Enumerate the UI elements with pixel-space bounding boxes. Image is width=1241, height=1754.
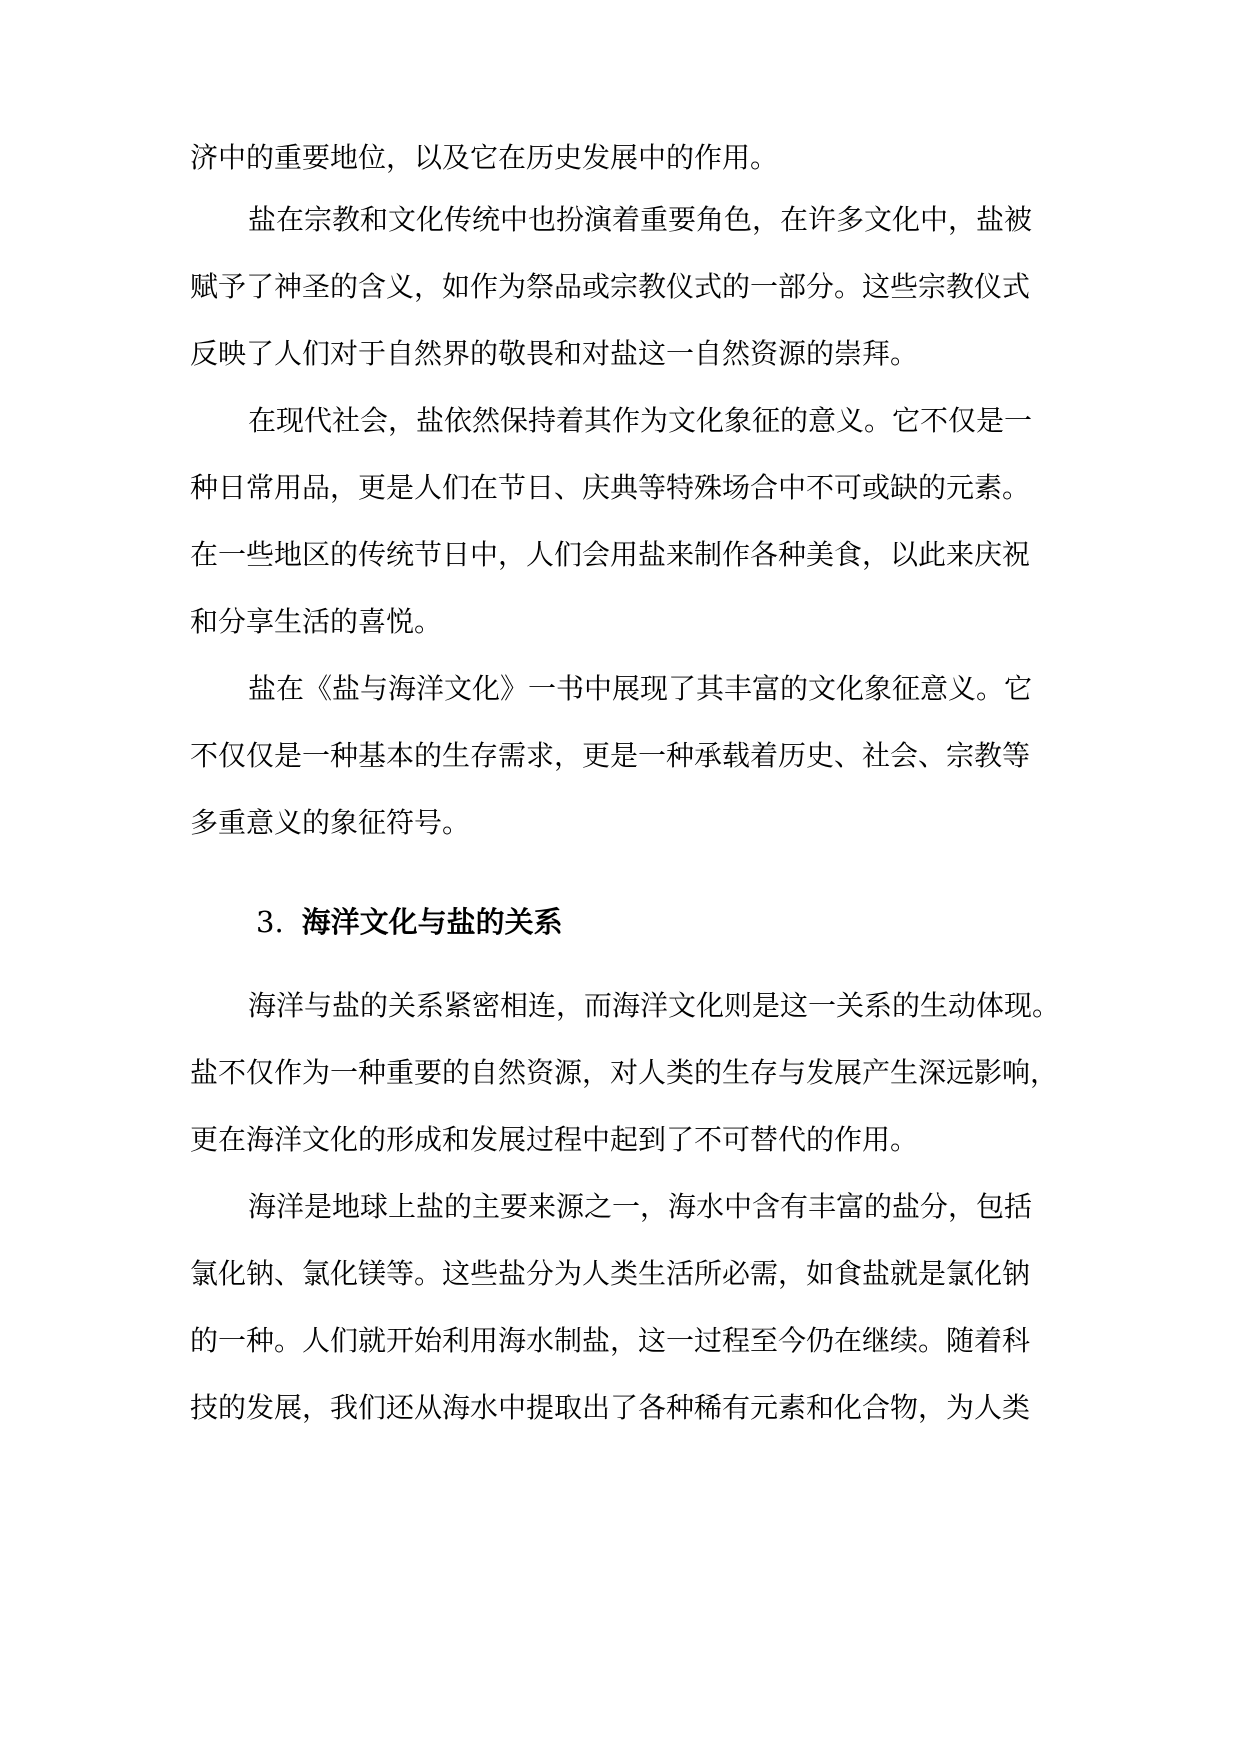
paragraph-line: 济中的重要地位，以及它在历史发展中的作用。 [190, 141, 779, 174]
paragraph-line: 海洋是地球上盐的主要来源之一，海水中含有丰富的盐分，包括 [248, 1190, 1033, 1223]
paragraph-line: 不仅仅是一种基本的生存需求，更是一种承载着历史、社会、宗教等 [190, 739, 1031, 772]
paragraph-line: 盐不仅作为一种重要的自然资源，对人类的生存与发展产生深远影响， [190, 1056, 1059, 1089]
paragraph-line: 技的发展，我们还从海水中提取出了各种稀有元素和化合物，为人类 [190, 1391, 1031, 1424]
paragraph-line: 的一种。人们就开始利用海水制盐，这一过程至今仍在继续。随着科 [190, 1324, 1031, 1357]
section-heading [256, 900, 563, 944]
paragraph-line: 种日常用品，更是人们在节日、庆典等特殊场合中不可或缺的元素。 [190, 471, 1031, 504]
paragraph-line: 和分享生活的喜悦。 [190, 605, 443, 638]
paragraph-line: 多重意义的象征符号。 [190, 806, 471, 839]
paragraph-line: 赋予了神圣的含义，如作为祭品或宗教仪式的一部分。这些宗教仪式 [190, 270, 1031, 303]
paragraph-line: 盐在宗教和文化传统中也扮演着重要角色，在许多文化中，盐被 [248, 203, 1033, 236]
paragraph-line: 氯化钠、氯化镁等。这些盐分为人类生活所必需，如食盐就是氯化钠 [190, 1257, 1031, 1290]
paragraph-line: 在一些地区的传统节日中，人们会用盐来制作各种美食，以此来庆祝 [190, 538, 1031, 571]
paragraph-line: 更在海洋文化的形成和发展过程中起到了不可替代的作用。 [190, 1123, 919, 1156]
section-title: 海洋文化与盐的关系 [301, 905, 563, 939]
section-number: 3. [256, 905, 284, 939]
paragraph-line: 海洋与盐的关系紧密相连，而海洋文化则是这一关系的生动体现。 [248, 989, 1061, 1022]
paragraph-line: 反映了人们对于自然界的敬畏和对盐这一自然资源的崇拜。 [190, 337, 919, 370]
paragraph-line: 盐在《盐与海洋文化》一书中展现了其丰富的文化象征意义。它 [248, 672, 1033, 705]
paragraph-line: 在现代社会，盐依然保持着其作为文化象征的意义。它不仅是一 [248, 404, 1033, 437]
